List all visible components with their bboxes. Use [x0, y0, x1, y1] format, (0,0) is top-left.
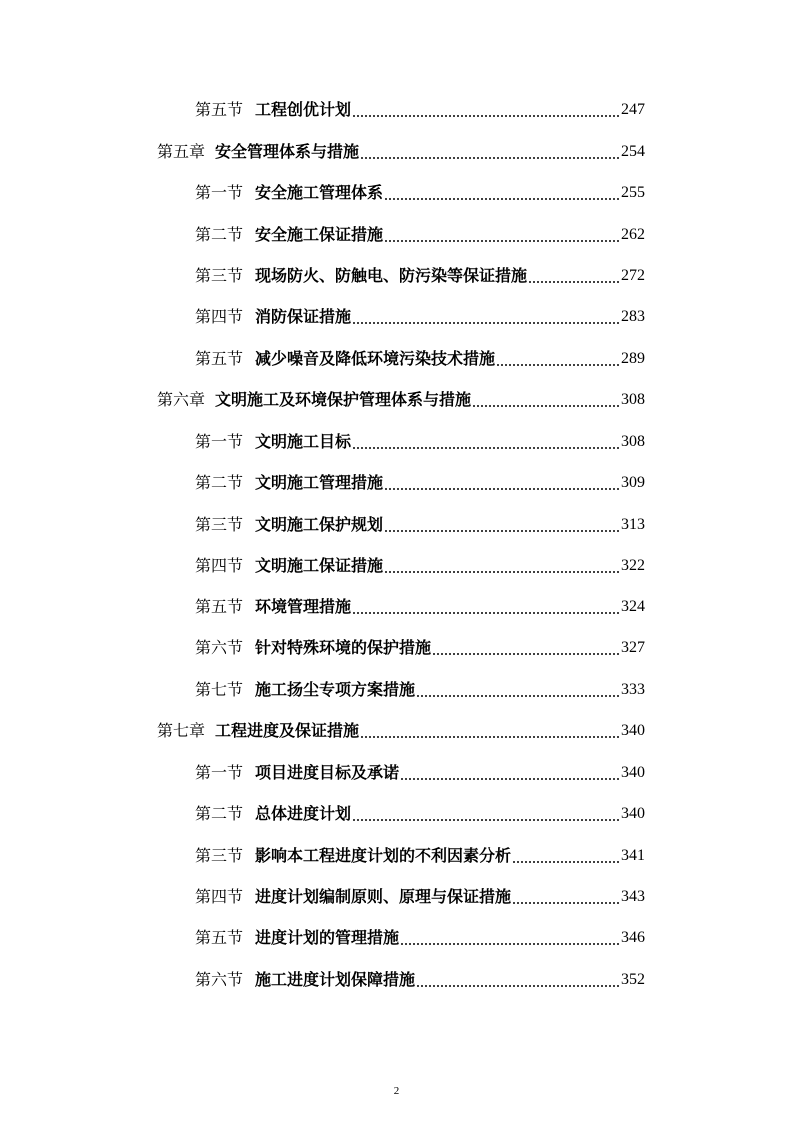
toc-entry-number: 第五节	[195, 597, 244, 616]
dot-leader	[352, 803, 620, 825]
toc-entry[interactable]	[157, 720, 645, 742]
dot-leader	[400, 762, 620, 784]
toc-entry-number: 第五节	[195, 928, 244, 947]
toc-entry-number: 第五节	[195, 100, 244, 119]
toc-entry-number: 第一节	[195, 763, 244, 782]
toc-entry-label	[195, 762, 399, 784]
toc-entry-label	[157, 389, 471, 411]
toc-entry[interactable]	[195, 762, 645, 784]
toc-entry-title: 减少噪音及降低环境污染技术措施	[255, 349, 496, 368]
toc-entry-number: 第二节	[195, 473, 244, 492]
toc-entry-number: 第三节	[195, 266, 244, 285]
dot-leader	[384, 555, 620, 577]
toc-entry-title: 环境管理措施	[255, 597, 352, 616]
toc-entry-page: 309	[621, 474, 645, 491]
toc-entry-title: 文明施工保证措施	[255, 556, 384, 575]
toc-entry-page: 324	[621, 598, 645, 615]
toc-entry-page: 322	[621, 557, 645, 574]
toc-entry-label	[195, 927, 399, 949]
toc-entry[interactable]	[157, 141, 645, 163]
dot-leader	[352, 596, 620, 618]
toc-entry-title: 文明施工管理措施	[255, 473, 384, 492]
toc-entry-page: 262	[621, 226, 645, 243]
toc-entry[interactable]	[195, 637, 645, 659]
toc-entry-label	[195, 637, 431, 659]
dot-leader	[360, 720, 620, 742]
toc-entry[interactable]	[195, 803, 645, 825]
toc-entry-title: 现场防火、防触电、防污染等保证措施	[255, 266, 528, 285]
toc-entry-number: 第六节	[195, 970, 244, 989]
toc-entry-number: 第三节	[195, 515, 244, 534]
toc-entry-title: 文明施工目标	[255, 432, 352, 451]
toc-entry-title: 文明施工保护规划	[255, 515, 384, 534]
toc-entry-number: 第二节	[195, 225, 244, 244]
toc-entry[interactable]	[195, 306, 645, 328]
toc-entry-label	[195, 596, 351, 618]
toc-entry-number: 第四节	[195, 556, 244, 575]
dot-leader	[400, 927, 620, 949]
dot-leader	[472, 389, 620, 411]
toc-entry[interactable]	[195, 348, 645, 370]
toc-entry-title: 针对特殊环境的保护措施	[255, 638, 432, 657]
toc-entry[interactable]	[195, 927, 645, 949]
dot-leader	[528, 265, 620, 287]
toc-entry[interactable]	[195, 431, 645, 453]
toc-entry-page: 340	[621, 764, 645, 781]
dot-leader	[384, 224, 620, 246]
toc-entry-page: 346	[621, 929, 645, 946]
toc-entry-page: 343	[621, 888, 645, 905]
dot-leader	[384, 472, 620, 494]
toc-entry-label	[195, 555, 383, 577]
toc-entry[interactable]	[195, 845, 645, 867]
toc-entry-number: 第二节	[195, 804, 244, 823]
toc-entry-page: 283	[621, 308, 645, 325]
toc-entry-label	[157, 720, 359, 742]
toc-entry-number: 第四节	[195, 887, 244, 906]
toc-entry-label	[195, 845, 511, 867]
toc-entry-page: 254	[621, 143, 645, 160]
toc-entry-page: 340	[621, 722, 645, 739]
toc-entry-label	[195, 265, 527, 287]
toc-entry-label	[195, 803, 351, 825]
dot-leader	[384, 514, 620, 536]
toc-entry-title: 安全施工管理体系	[255, 183, 384, 202]
dot-leader	[512, 886, 620, 908]
toc-entry-label	[195, 679, 415, 701]
toc-entry-label	[157, 141, 359, 163]
toc-entry-page: 289	[621, 350, 645, 367]
page-number: 2	[393, 1085, 400, 1097]
toc-entry-label	[195, 431, 351, 453]
toc-entry-page: 327	[621, 639, 645, 656]
toc-entry-number: 第七节	[195, 680, 244, 699]
dot-leader	[496, 348, 620, 370]
toc-entry[interactable]	[195, 969, 645, 991]
toc-entry-page: 341	[621, 847, 645, 864]
toc-entry-title: 影响本工程进度计划的不利因素分析	[255, 846, 512, 865]
dot-leader	[360, 141, 620, 163]
toc-entry-label	[195, 886, 511, 908]
toc-entry-title: 文明施工及环境保护管理体系与措施	[215, 390, 472, 409]
toc-entry[interactable]	[195, 265, 645, 287]
toc-entry[interactable]	[195, 679, 645, 701]
toc-entry[interactable]	[195, 99, 645, 121]
toc-entry[interactable]	[195, 472, 645, 494]
dot-leader	[352, 306, 620, 328]
toc-entry-page: 313	[621, 516, 645, 533]
dot-leader	[512, 845, 620, 867]
toc-entry-number: 第一节	[195, 432, 244, 451]
toc-entry-title: 消防保证措施	[255, 307, 352, 326]
toc-entry[interactable]	[195, 182, 645, 204]
toc-entry-page: 308	[621, 391, 645, 408]
toc-entry-label	[195, 99, 351, 121]
toc-entry-title: 工程创优计划	[255, 100, 352, 119]
toc-entry-title: 施工扬尘专项方案措施	[255, 680, 416, 699]
toc-entry-number: 第一节	[195, 183, 244, 202]
dot-leader	[384, 182, 620, 204]
dot-leader	[432, 637, 620, 659]
toc-entry[interactable]	[195, 224, 645, 246]
toc-entry-number: 第七章	[157, 721, 206, 740]
toc-entry-page: 247	[621, 101, 645, 118]
toc-entry-label	[195, 306, 351, 328]
dot-leader	[352, 99, 620, 121]
toc-entry-title: 安全施工保证措施	[255, 225, 384, 244]
toc-entry-page: 272	[621, 267, 645, 284]
toc-entry-page: 255	[621, 184, 645, 201]
toc-entry-label	[195, 514, 383, 536]
toc-entry-label	[195, 348, 495, 370]
toc-entry-page: 308	[621, 433, 645, 450]
toc-entry-title: 工程进度及保证措施	[215, 721, 360, 740]
toc-entry-number: 第六节	[195, 638, 244, 657]
toc-entry-number: 第五章	[157, 142, 206, 161]
toc-entry[interactable]	[195, 886, 645, 908]
toc-entry[interactable]	[157, 389, 645, 411]
toc-entry-number: 第五节	[195, 349, 244, 368]
toc-entry-page: 352	[621, 971, 645, 988]
toc-entry-title: 施工进度计划保障措施	[255, 970, 416, 989]
toc-entry-number: 第三节	[195, 846, 244, 865]
toc-entry[interactable]	[195, 555, 645, 577]
toc-entry-number: 第六章	[157, 390, 206, 409]
toc-entry-title: 进度计划编制原则、原理与保证措施	[255, 887, 512, 906]
toc-entry-page: 340	[621, 805, 645, 822]
toc-entry[interactable]	[195, 596, 645, 618]
dot-leader	[352, 431, 620, 453]
toc-entry-label	[195, 472, 383, 494]
toc-entry-label	[195, 224, 383, 246]
toc-entry[interactable]	[195, 514, 645, 536]
dot-leader	[416, 969, 620, 991]
toc-entry-title: 进度计划的管理措施	[255, 928, 400, 947]
toc-entry-page: 333	[621, 681, 645, 698]
toc-entry-label	[195, 182, 383, 204]
toc-entry-label	[195, 969, 415, 991]
toc-entry-title: 项目进度目标及承诺	[255, 763, 400, 782]
toc-entry-title: 安全管理体系与措施	[215, 142, 360, 161]
dot-leader	[416, 679, 620, 701]
toc-entry-title: 总体进度计划	[255, 804, 352, 823]
toc-entry-number: 第四节	[195, 307, 244, 326]
